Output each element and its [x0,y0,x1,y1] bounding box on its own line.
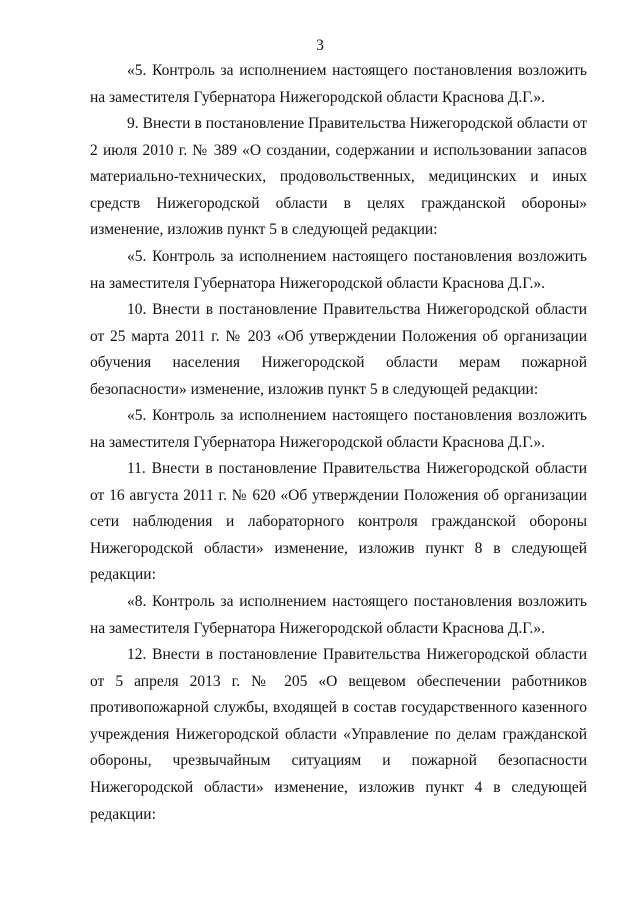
paragraph-quote-8: «8. Контроль за исполнением настоящего постановления возложить на заместителя Губернатора Нижегородской области Краснова Д.Г.». [90,593,587,637]
paragraph-item-11: 11. Внести в постановление Правительства Нижегородской области от 16 августа 2011 г. № 620 «Об утверждении Положения об организации сети наблюдения и лабораторного контроля гражданской обороны Нижегородской области» изменение, изложив пункт 8 в следующей редакции: [90,460,587,584]
paragraph-item-10: 10. Внести в постановление Правительства Нижегородской области от 25 марта 2011 г. № 203 «Об утверждении Положения об организации обучения населения Нижегородской области мерам пожарной безопасности» изменение, изложив пункт 5 в следующей редакции: [90,301,587,398]
paragraph-quote-5-a: «5. Контроль за исполнением настоящего постановления возложить на заместителя Губернатора Нижегородской области Краснова Д.Г.». [90,62,587,106]
paragraph-item-12: 12. Внести в постановление Правительства Нижегородской области от 5 апреля 2013 г. № 205 «О вещевом обеспечении работников противопожарной службы, входящей в состав государственного казенного учреждения Нижегородской области «Управление по делам гражданской обороны, чрезвычайным ситуациям и пожарной безопасности Нижегородской области» изменение, изложив пункт 4 в следующей редакции: [90,646,587,823]
paragraph-item-9: 9. Внести в постановление Правительства Нижегородской области от 2 июля 2010 г. № 389 «О создании, содержании и использовании запасов материально-технических, продовольственных, медицинских и иных средств Нижегородской области в целях гражданской обороны» изменение, изложив пункт 5 в следующей редакции: [90,115,587,239]
paragraph-quote-5-c: «5. Контроль за исполнением настоящего постановления возложить на заместителя Губернатора Нижегородской области Краснова Д.Г.». [90,407,587,451]
paragraph-quote-5-b: «5. Контроль за исполнением настоящего постановления возложить на заместителя Губернатора Нижегородской области Краснова Д.Г.». [90,248,587,292]
page-number: 3 [316,37,324,54]
